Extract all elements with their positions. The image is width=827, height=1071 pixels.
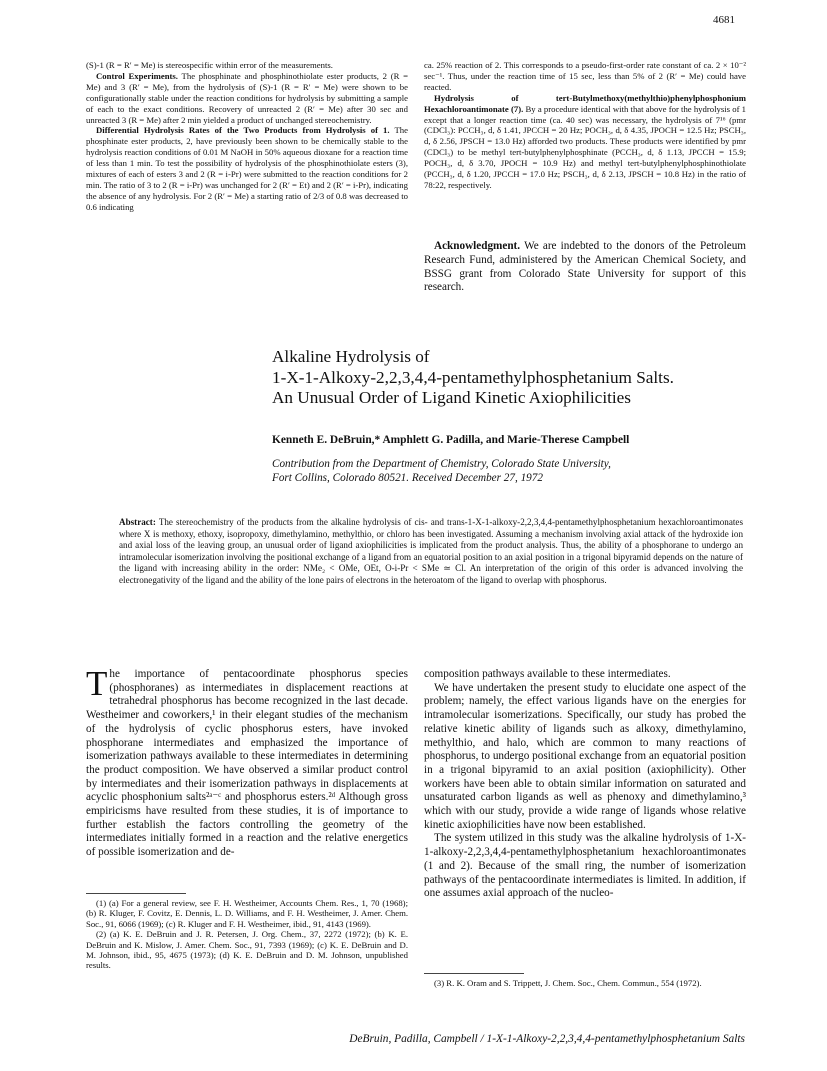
run-in-heading: Hydrolysis of tert-Butylmethoxy(methylthio)phenylphosphonium Hexachloroantimonate (7). xyxy=(424,92,746,114)
affiliation xyxy=(272,458,742,486)
paragraph: (S)-1 (R = R′ = Me) is stereospecific within error of the measurements. xyxy=(86,60,333,70)
body-right-column xyxy=(424,668,746,901)
paragraph xyxy=(424,93,746,191)
paragraph-text: We are indebted to the donors of the Petroleum Research Fund, administered by the American Chemical Society, and BSSG grant from Colorado State University for support of this research. xyxy=(424,240,746,294)
paragraph-text: The phosphinate ester products, 2, have previously been shown to be chemically stable to the hydrolysis reaction conditions of 0.01 M NaOH in 50% aqueous dioxane for a reaction time of less than 1 min. To test the possibility of hydrolysis of the phosphinothiolate esters (3), mixtures of each of esters 3 and 2 (R = i-Pr) were submitted to the reaction conditions for 2 min. The ratio of 3 to 2 (R = i-Pr) was unchanged for 2 (R′ = Et) and 2 (R′ = i-Pr), indicating the absence of any hydrolysis. For 2 (R′ = Me) a starting ratio of 2/3 of 0.8 was decreased to 0.6 indicating xyxy=(86,125,408,212)
paragraph: We have undertaken the present study to elucidate one aspect of the problem; namely, the effect various ligands have on the energies for intramolecular isomerizations. Specifically, our study has probed the relative kinetic ability of ligands such as alkoxy, dimethylamino, methylthio, and halo, which are common to many reactions of phosphorus, to undergo positional exchange from an equatorial position in a trigonal bipyramid to an axial position (axiophilicity). Other workers have been able to obtain similar information on saturated and unsaturated carbon ligands as well as phenoxy and dimethylamino,³ which with our study, provide a wide range of ligands whose relative kinetic axiophilicities have now been established. xyxy=(424,681,746,831)
paragraph: composition pathways available to these intermediates. xyxy=(424,668,671,680)
paragraph xyxy=(424,240,746,295)
acknowledgment xyxy=(424,240,746,295)
run-in-heading: Acknowledgment. xyxy=(434,240,521,252)
abstract-text: The stereochemistry of the products from the alkaline hydrolysis of cis- and trans-1-X-1-alkoxy-2,2,3,4,4-pentamethylphosphetanium hexachloroantimonates where X is methoxy, ethoxy, isopropoxy, dimethylamino, methylthio, or chloro has been investigated. Assuming a mechanism involving axial attack of the hydroxide ion and axial loss of the leaving group, an unusual order of ligand axiophilicities is implicated from the product analysis. Thus, the ability of a phosphorane to undergo an intramolecular isomerization involving the positional exchange of a ligand from an equatorial position to an axial position in a trigonal bipyramid depends on the nature of the ligand with increasing ability in the order: NMe₂ < OMe, OEt, O-i-Pr < SMe ≃ Cl. An interpretation of the origin of this order is advanced involving the electronegativity of the ligand and the ability of the lone pairs of electrons in the heteroatom of the ligand to overlap with phosphorus. xyxy=(119,517,743,585)
affiliation-line: Fort Collins, Colorado 80521. Received December 27, 1972 xyxy=(272,471,543,484)
paragraph-text: The phosphinate and phosphinothiolate ester products, 2 (R = Me) and 3 (R′ = Me), from the hydrolysis of (S)-1 (R = R′ = Me) were shown to be configurationally stable under the reaction conditions for hydrolysis by submitting a sample of each to the exact conditions. Recovery of unreacted 2 (R′ = Me) after 30 sec and unreacted 3 (R = Me) after 2 min yielded a product of unchanged stereochemistry. xyxy=(86,70,408,125)
abstract-label: Abstract: xyxy=(119,517,156,527)
paragraph xyxy=(86,125,408,212)
paragraph xyxy=(86,71,408,126)
paragraph: ca. 25% reaction of 2. This corresponds to a pseudo-first-order rate constant of ca. 2 × 10⁻² sec⁻¹. Thus, under the reaction time of 15 sec, less than 5% of 2 (R′ = Me) could have reacted. xyxy=(424,60,746,92)
footnote: (1) (a) For a general review, see F. H. Westheimer, Accounts Chem. Res., 1, 70 (1968); (b) R. Kluger, F. Covitz, E. Dennis, L. D. Williams, and F. H. Westheimer, J. Amer. Chem. Soc., 91, 6066 (1969); (c) R. Kluger and F. H. Westheimer, ibid., 91, 4143 (1969). xyxy=(86,898,408,929)
footnotes-right xyxy=(424,978,746,988)
article-title xyxy=(272,347,752,409)
drop-cap: T xyxy=(86,664,108,703)
footnote-rule xyxy=(86,893,186,894)
paragraph xyxy=(86,664,408,860)
body-left-column xyxy=(86,664,408,860)
footnotes-left xyxy=(86,898,408,971)
run-in-heading: Control Experiments. xyxy=(96,70,178,81)
running-footer: DeBruin, Padilla, Campbell / 1-X-1-Alkoxy-2,2,3,4,4-pentamethylphosphetanium Salts xyxy=(349,1033,745,1045)
paragraph-text: he importance of pentacoordinate phosphorus species (phosphoranes) as intermediates in displacement reactions at tetrahedral phosphorus has become recognized in the last decade. Westheimer and coworkers,¹ in their elegant studies of the mechanism of the hydrolysis of cyclic phosphorus esters, have invoked phosphorane intermediates and emphasized the importance of isomerization pathways available to these intermediates in determining the product composition. We have observed a similar product control by intermediates and their isomerization pathways in displacements at acyclic phosphonium salts²ᵃ⁻ᶜ and phosphorus esters.²ᵈ Although gross empiricisms have resulted from these studies, it is of importance to further establish the factors controlling the geometry of the intermediates initially formed in a reaction and the relative energetics of possible isomerization and de- xyxy=(86,668,408,859)
run-in-heading: Differential Hydrolysis Rates of the Two Products from Hydrolysis of 1. xyxy=(96,125,390,136)
page-number: 4681 xyxy=(713,14,735,26)
footnote: (2) (a) K. E. DeBruin and J. R. Petersen, J. Org. Chem., 37, 2272 (1972); (b) K. E. DeBruin and K. Mislow, J. Amer. Chem. Soc., 91, 7393 (1969); (c) K. E. DeBruin and D. M. Johnson, ibid., 95, 4675 (1973); (d) K. E. DeBruin and D. M. Johnson, unpublished results. xyxy=(86,929,408,971)
previous-article-right-column xyxy=(424,60,746,191)
title-line: An Unusual Order of Ligand Kinetic Axiophilicities xyxy=(272,388,631,407)
affiliation-line: Contribution from the Department of Chemistry, Colorado State University, xyxy=(272,458,611,470)
previous-article-left-column xyxy=(86,60,408,213)
abstract xyxy=(119,517,743,586)
authors: Kenneth E. DeBruin,* Amphlett G. Padilla, and Marie-Therese Campbell xyxy=(272,434,630,446)
footnote-rule xyxy=(424,973,524,974)
title-line: 1-X-1-Alkoxy-2,2,3,4,4-pentamethylphosphetanium Salts. xyxy=(272,367,674,387)
paragraph-text: By a procedure identical with that above for the hydrolysis of 1 except that a longer reaction time (ca. 40 sec) was necessary, the hydrolysis of 7¹⁶ (pmr (CDCl₃): PCCH₃, d, δ 1.41, JPCCH = 20 Hz; POCH₃, d, δ 4.35, JPOCH = 12.5 Hz; PSCH₃, d, δ 2.56, JPSCH = 13.0 Hz) afforded two products. These products were identified by pmr (CDCl₃) to be methyl tert-butylphenylphosphinate (PCCH₃, d, δ 1.13, JPCCH = 15.9; POCH₃, d, δ 3.70, JPOCH = 10.9 Hz) and methyl tert-butylphenylphosphinothiolate (PCCH₃, d, δ 1.20, JPCCH = 17.0 Hz; PSCH₃, d, δ 2.13, JPSCH = 10.8 Hz) in the ratio of 78:22, respectively. xyxy=(424,103,747,190)
paragraph: The system utilized in this study was the alkaline hydrolysis of 1-X-1-alkoxy-2,2,3,4,4-pentamethylphosphetanium hexachloroantimonates (1 and 2). Because of the small ring, the number of isomerization pathways of the pentacoordinate intermediates is limited. In addition, if one assumes axial approach of the nucleo- xyxy=(424,832,746,900)
footnote: (3) R. K. Oram and S. Trippett, J. Chem. Soc., Chem. Commun., 554 (1972). xyxy=(434,978,702,988)
title-line: Alkaline Hydrolysis of xyxy=(272,347,430,366)
